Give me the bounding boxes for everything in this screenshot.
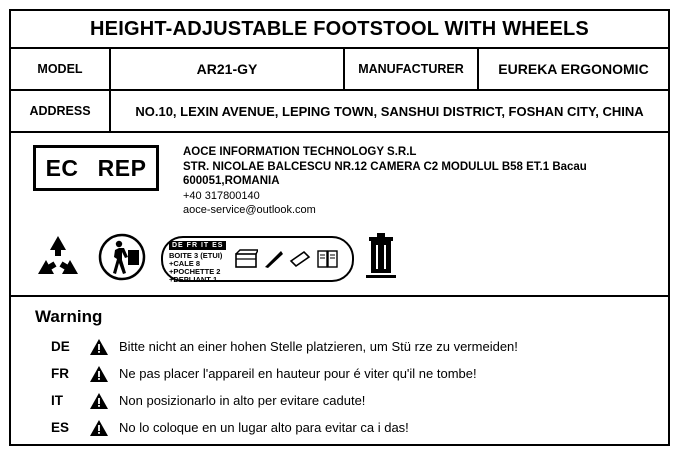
warning-row-fr bbox=[11, 360, 668, 387]
ec-rep-rep-text: REP bbox=[97, 154, 147, 181]
crossed-out-wheelie-bin-icon bbox=[364, 233, 398, 286]
model-value: AR21-GY bbox=[111, 49, 345, 89]
ec-rep-street: STR. NICOLAE BALCESCU NR.12 CAMERA C2 MODULUL B58 ET.1 Bacau bbox=[183, 160, 587, 173]
packaging-line-1: BOITE 3 (ETUI) bbox=[169, 250, 223, 260]
warning-triangle-icon bbox=[89, 338, 119, 356]
warning-triangle-icon bbox=[89, 392, 119, 410]
box-icon bbox=[234, 248, 258, 270]
ec-rep-ec-text: EC bbox=[45, 154, 79, 181]
ec-rep-address-block bbox=[183, 145, 587, 218]
ec-rep-top bbox=[11, 145, 668, 218]
warning-heading: Warning bbox=[35, 307, 103, 326]
manufacturer-value: EUREKA ERGONOMIC bbox=[498, 61, 649, 77]
warning-triangle-icon bbox=[89, 365, 119, 383]
manufacturer-label: MANUFACTURER bbox=[345, 49, 479, 89]
ec-rep-city: 600051,ROMANIA bbox=[183, 175, 280, 187]
warning-text-es: No lo coloque en un lugar alto para evitar ca i das! bbox=[119, 420, 409, 435]
label-title-row bbox=[11, 11, 668, 49]
address-value: NO.10, LEXIN AVENUE, LEPING TOWN, SANSHUI DISTRICT, FOSHAN CITY, CHINA bbox=[135, 103, 644, 119]
warning-text-de: Bitte nicht an einer hohen Stelle platzieren, um Stü rze zu vermeiden! bbox=[119, 339, 518, 354]
model-label: MODEL bbox=[11, 49, 111, 89]
warning-lang-es: ES bbox=[51, 420, 70, 435]
warning-lang-it: IT bbox=[51, 393, 63, 408]
warning-lang-de: DE bbox=[51, 339, 70, 354]
warning-row-de bbox=[11, 333, 668, 360]
warning-row-it bbox=[11, 387, 668, 414]
pictogram-row bbox=[11, 232, 668, 288]
packaging-contents-badge bbox=[161, 236, 354, 285]
packaging-text-block bbox=[169, 234, 226, 285]
address-label: ADDRESS bbox=[11, 91, 111, 131]
tidyman-icon bbox=[97, 233, 147, 286]
packaging-line-3: +POCHETTE 2 bbox=[169, 267, 221, 277]
recycle-icon bbox=[33, 234, 83, 285]
page-title: HEIGHT-ADJUSTABLE FOOTSTOOL WITH WHEELS bbox=[90, 17, 589, 40]
ec-rep-email: aoce-service@outlook.com bbox=[183, 204, 316, 216]
warning-row-es bbox=[11, 414, 668, 441]
warning-triangle-icon bbox=[89, 419, 119, 437]
ec-rep-badge bbox=[33, 145, 159, 191]
warning-lang-fr: FR bbox=[51, 366, 69, 381]
leaflet-icon bbox=[316, 248, 340, 270]
packaging-line-4: +DEPLIANT 1 bbox=[169, 275, 218, 285]
warning-text-fr: Ne pas placer l'appareil en hauteur pour é viter qu'il ne tombe! bbox=[119, 366, 477, 381]
packaging-languages: DE FR IT ES bbox=[169, 241, 226, 250]
wedge-icon bbox=[262, 248, 284, 270]
warning-section bbox=[11, 297, 668, 444]
pouch-icon bbox=[288, 248, 312, 270]
product-label bbox=[9, 9, 670, 446]
model-manufacturer-row bbox=[11, 49, 668, 91]
ec-rep-phone: +40 317800140 bbox=[183, 189, 260, 202]
packaging-line-2: +CALE 8 bbox=[169, 259, 201, 269]
address-row bbox=[11, 91, 668, 133]
ec-rep-section bbox=[11, 133, 668, 297]
warning-text-it: Non posizionarlo in alto per evitare cadute! bbox=[119, 393, 366, 408]
ec-rep-company: AOCE INFORMATION TECHNOLOGY S.R.L bbox=[183, 146, 417, 158]
packaging-icons bbox=[234, 248, 344, 270]
